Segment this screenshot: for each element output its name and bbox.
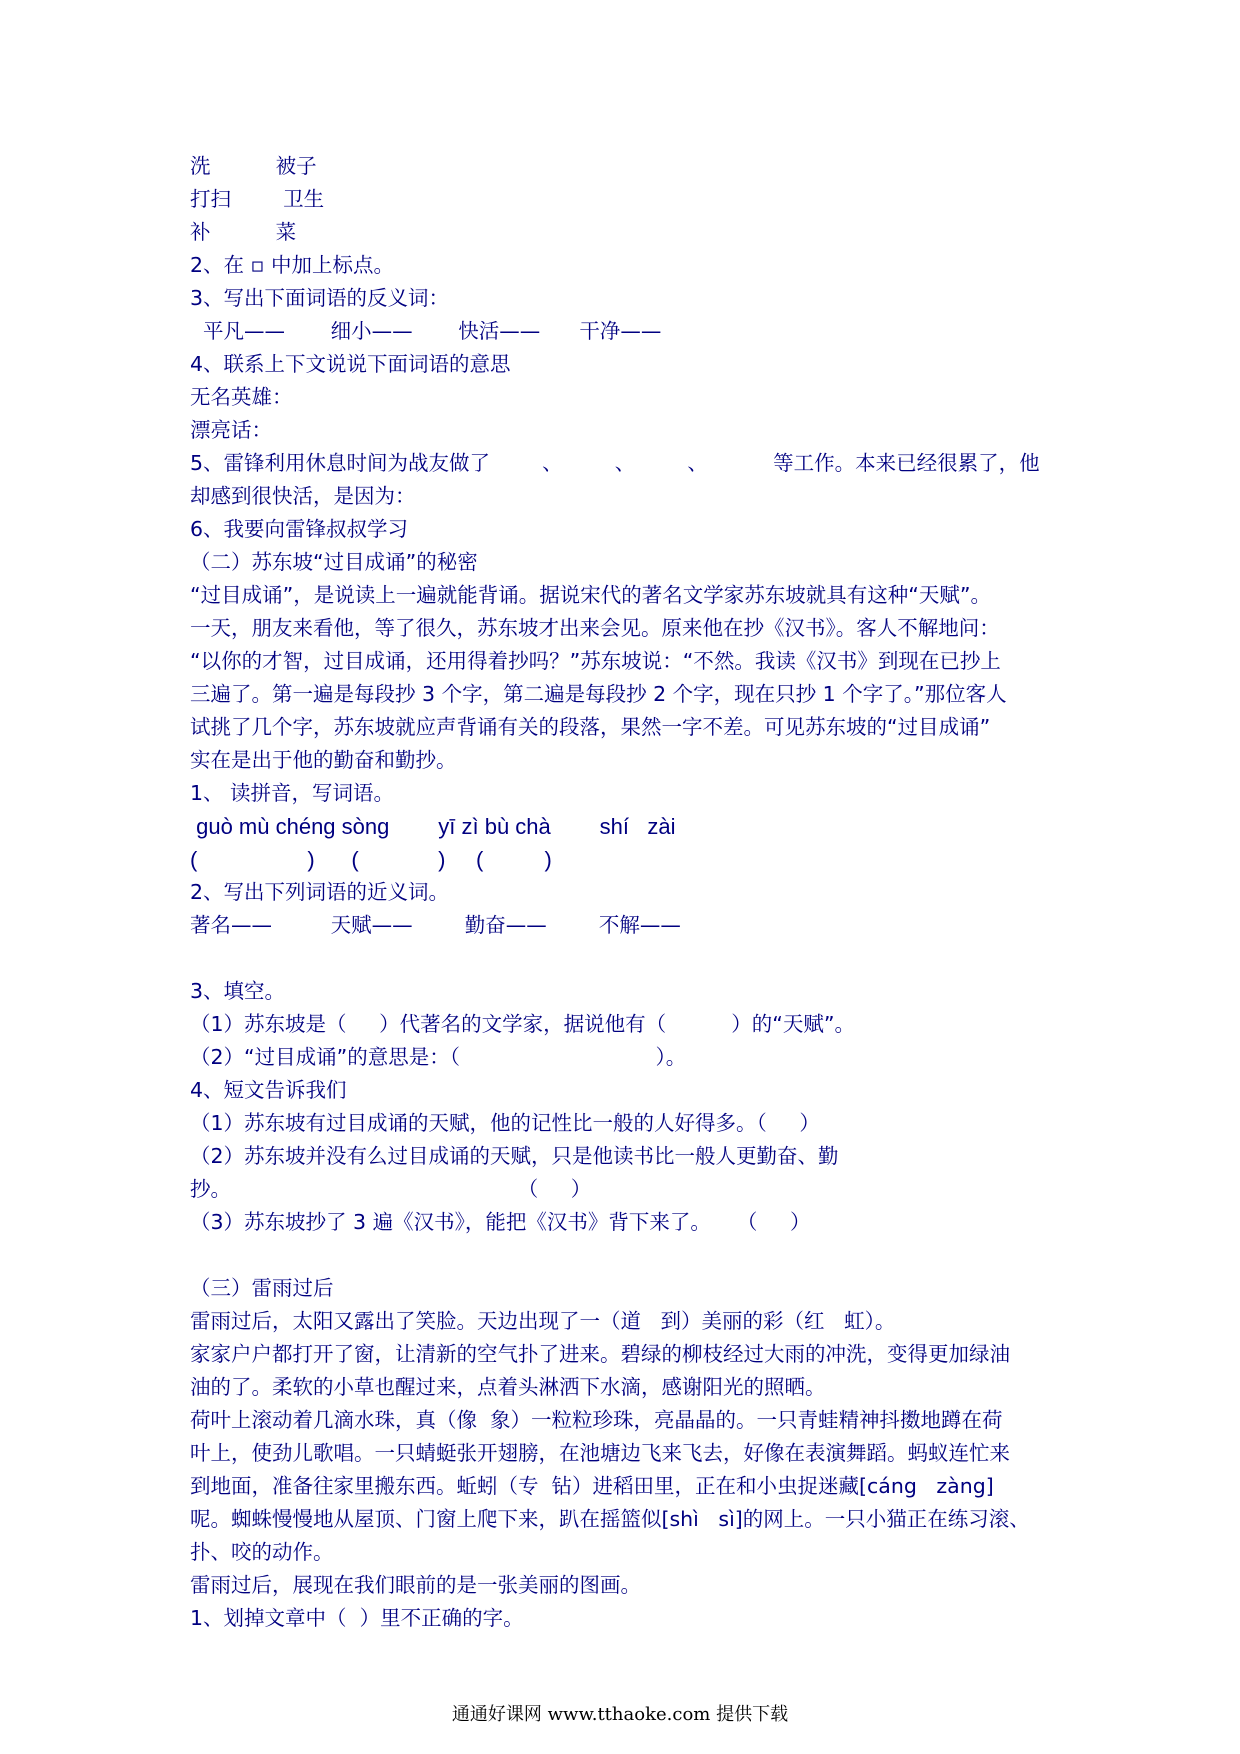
text-line: 实在是出于他的勤奋和勤抄。	[190, 748, 457, 772]
text-line: 雷雨过后，展现在我们眼前的是一张美丽的图画。	[190, 1573, 641, 1597]
text-line: 洗 被子	[190, 154, 317, 178]
text-line: （3）苏东坡抄了 3 遍《汉书》，能把《汉书》背下来了。 （ ）	[190, 1210, 811, 1234]
text-line: 4、短文告诉我们	[190, 1078, 347, 1102]
text-line: 抄。 （ ）	[190, 1177, 592, 1201]
text-line: 试挑了几个字，苏东坡就应声背诵有关的段落，果然一字不差。可见苏东坡的“过目成诵”	[190, 715, 991, 739]
text-line: 2、写出下列词语的近义词。	[190, 880, 450, 904]
text-line: 家家户户都打开了窗，让清新的空气扑了进来。碧绿的柳枝经过大雨的冲洗，变得更加绿油	[190, 1342, 1010, 1366]
text-line: “以你的才智，过目成诵，还用得着抄吗？”苏东坡说：“不然。我读《汉书》到现在已抄上	[190, 649, 1001, 673]
text-line: 呢。蜘蛛慢慢地从屋顶、门窗上爬下来，趴在摇篮似[shì sì]的网上。一只小猫正在练习滚、	[190, 1507, 1030, 1531]
text-line: 5、雷锋利用休息时间为战友做了 、 、 、 等工作。本来已经很累了，他	[190, 451, 1040, 475]
text-line: （1）苏东坡是（ ）代著名的文学家，据说他有（ ）的“天赋”。	[190, 1012, 856, 1036]
text-line: 荷叶上滚动着几滴水珠，真（像 象）一粒粒珍珠，亮晶晶的。一只青蛙精神抖擞地蹲在荷	[190, 1408, 1003, 1432]
text-line: 3、填空。	[190, 979, 286, 1003]
text-line: （1）苏东坡有过目成诵的天赋，他的记性比一般的人好得多。（ ）	[190, 1111, 820, 1135]
text-line: 平凡—— 细小—— 快活—— 干净——	[190, 319, 662, 343]
page-footer: 通通好课网 www.tthaoke.com 提供下载	[451, 1704, 789, 1725]
text-line: （2）“过目成诵”的意思是：（ ）。	[190, 1045, 687, 1069]
text-line: 却感到很快活，是因为：	[190, 484, 416, 508]
text-line: 著名—— 天赋—— 勤奋—— 不解——	[190, 913, 681, 937]
text-line: 6、我要向雷锋叔叔学习	[190, 517, 409, 541]
pinyin-line: guò mù chéng sòng yī zì bù chà shí zài	[190, 814, 676, 839]
text-line: 叶上，使劲儿歌唱。一只蜻蜓张开翅膀，在池塘边飞来飞去，好像在表演舞蹈。蚂蚁连忙来	[190, 1441, 1010, 1465]
text-line: 2、在 ▫ 中加上标点。	[190, 253, 394, 277]
text-line: 雷雨过后，太阳又露出了笑脸。天边出现了一（道 到）美丽的彩（红 虹）。	[190, 1309, 896, 1333]
text-line: （2）苏东坡并没有么过目成诵的天赋，只是他读书比一般人更勤奋、勤	[190, 1144, 839, 1168]
text-line: 3、写出下面词语的反义词：	[190, 286, 450, 310]
text-line: 漂亮话：	[190, 418, 272, 442]
text-line: 打扫 卫生	[190, 187, 325, 211]
answer-blanks: ( ) ( ) ( )	[190, 847, 552, 872]
text-line: 油的了。柔软的小草也醒过来，点着头淋洒下水滴，感谢阳光的照晒。	[190, 1375, 826, 1399]
text-line: 一天，朋友来看他，等了很久，苏东坡才出来会见。原来他在抄《汉书》。客人不解地问：	[190, 616, 1000, 640]
text-line: “过目成诵”，是说读上一遍就能背诵。据说宋代的著名文学家苏东坡就具有这种“天赋”。	[190, 583, 991, 607]
text-line: 三遍了。第一遍是每段抄 3 个字，第二遍是每段抄 2 个字，现在只抄 1 个字了。”那位客人	[190, 682, 1007, 706]
text-line: 1、划掉文章中（ ）里不正确的字。	[190, 1606, 524, 1630]
text-line: 扑、咬的动作。	[190, 1540, 334, 1564]
text-line: 4、联系上下文说说下面词语的意思	[190, 352, 511, 376]
section-title: （三）雷雨过后	[190, 1276, 334, 1300]
text-line: 到地面，准备往家里搬东西。蚯蚓（专 钻）进稻田里，正在和小虫捉迷藏[cáng zàng]	[190, 1474, 994, 1498]
section-title: （二）苏东坡“过目成诵”的秘密	[190, 550, 478, 574]
text-line: 无名英雄：	[190, 385, 293, 409]
text-line: 1、 读拼音，写词语。	[190, 781, 395, 805]
text-line: 补 菜	[190, 220, 297, 244]
